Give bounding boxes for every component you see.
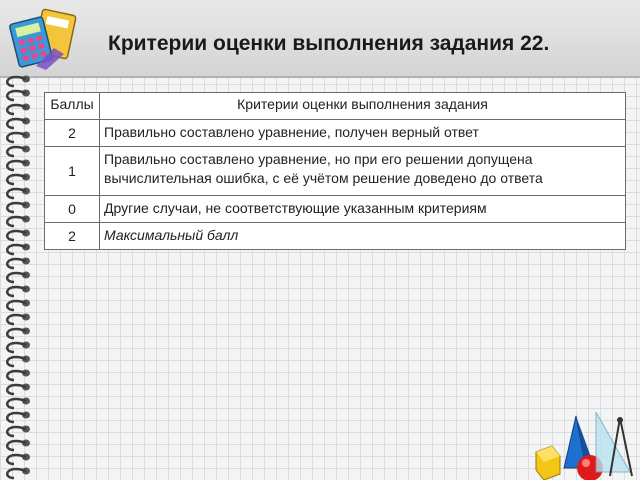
column-header-score: Баллы	[45, 93, 100, 120]
spiral-ring	[7, 301, 26, 310]
spiral-ring	[7, 469, 26, 478]
spiral-ring	[7, 119, 26, 128]
score-cell: 2	[45, 223, 100, 250]
spiral-ring	[7, 175, 26, 184]
spiral-ring	[7, 287, 26, 296]
spiral-ring	[7, 77, 26, 86]
slide-header	[0, 0, 640, 78]
score-cell: 2	[45, 120, 100, 147]
spiral-ring	[7, 343, 26, 352]
spiral-ring	[7, 203, 26, 212]
spiral-ring	[7, 91, 26, 100]
table-row	[45, 147, 626, 196]
criterion-cell: Максимальный балл	[100, 223, 626, 250]
criterion-cell: Правильно составлено уравнение, получен верный ответ	[100, 120, 626, 147]
spiral-ring	[7, 259, 26, 268]
spiral-ring	[7, 427, 26, 436]
spiral-ring	[7, 147, 26, 156]
spiral-ring	[7, 329, 26, 338]
criteria-table-container	[44, 92, 626, 250]
spiral-ring	[7, 455, 26, 464]
spiral-binding	[0, 70, 40, 480]
spiral-ring	[7, 441, 26, 450]
column-header-criteria: Критерии оценки выполнения задания	[100, 93, 626, 120]
spiral-ring	[7, 273, 26, 282]
table-row	[45, 223, 626, 250]
page-title: Критерии оценки выполнения задания 22.	[108, 32, 550, 55]
calculator-icon	[8, 8, 78, 70]
spiral-ring	[7, 105, 26, 114]
spiral-ring	[7, 245, 26, 254]
spiral-ring	[7, 315, 26, 324]
spiral-ring	[7, 189, 26, 198]
geometry-shapes-icon	[530, 412, 640, 480]
spiral-ring	[7, 133, 26, 142]
table-row	[45, 120, 626, 147]
table-header-row	[45, 93, 626, 120]
spiral-ring	[7, 399, 26, 408]
spiral-ring	[7, 371, 26, 380]
criteria-table	[44, 92, 626, 250]
criterion-cell: Другие случаи, не соответствующие указанным критериям	[100, 196, 626, 223]
spiral-ring	[7, 217, 26, 226]
table-row	[45, 196, 626, 223]
spiral-ring	[7, 231, 26, 240]
spiral-ring	[7, 161, 26, 170]
spiral-ring	[7, 413, 26, 422]
criterion-cell: Правильно составлено уравнение, но при его решении допущена вычислительная ошибка, с её учётом решение доведено до ответа	[100, 147, 626, 196]
score-cell: 1	[45, 147, 100, 196]
spiral-ring	[7, 385, 26, 394]
spiral-ring	[7, 357, 26, 366]
score-cell: 0	[45, 196, 100, 223]
